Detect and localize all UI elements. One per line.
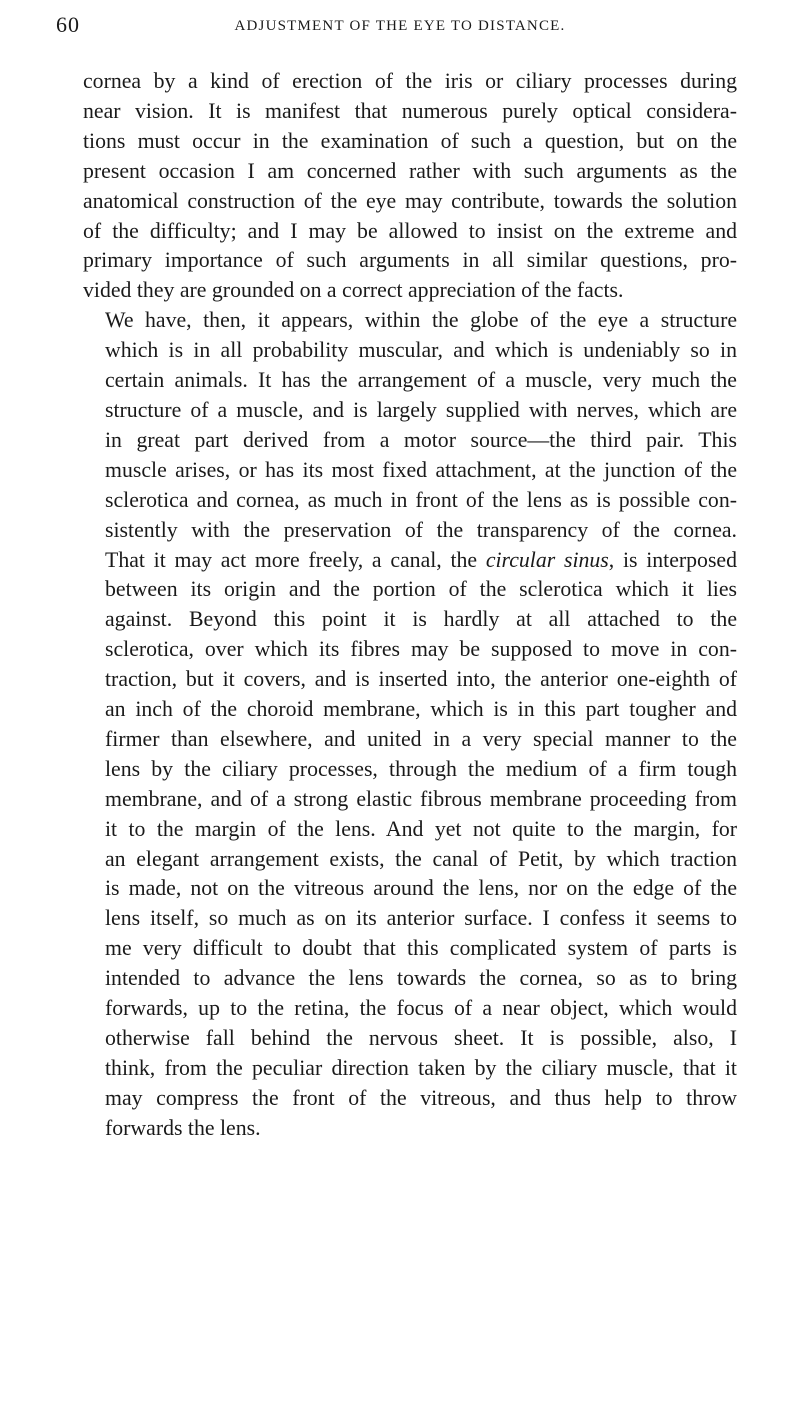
text-line: sclerotica, over which its fibres may be supposed to move in con- — [105, 637, 737, 662]
text-line: tions must occur in the examination of such a question, but on the — [83, 128, 737, 153]
paragraph-2 — [83, 306, 737, 1143]
text-line: traction, but it covers, and is inserted into, the anterior one-eighth of — [105, 667, 737, 692]
text-line: think, from the peculiar direction taken by the ciliary muscle, that it — [105, 1055, 737, 1080]
body-text — [83, 67, 737, 1144]
text-line: intended to advance the lens towards the cornea, so as to bring — [105, 966, 737, 991]
text-line: We have, then, it appears, within the globe of the eye a structure — [105, 308, 737, 333]
text-line: an elegant arrangement exists, the canal of Petit, by which traction — [105, 846, 737, 871]
text-line: otherwise fall behind the nervous sheet. It is possible, also, I — [105, 1026, 737, 1050]
text-line: which is in all probability muscular, and which is undeniably so in — [105, 338, 737, 363]
text-line: sclerotica and cornea, as much in front of the lens as is possible con- — [105, 487, 737, 512]
text-line: primary importance of such arguments in all similar questions, pro- — [83, 248, 737, 273]
text-line: forwards, up to the retina, the focus of a near object, which would — [105, 996, 737, 1021]
text-line: it to the margin of the lens. And yet not quite to the margin, for — [105, 816, 737, 841]
running-head: ADJUSTMENT OF THE EYE TO DISTANCE. — [234, 18, 566, 34]
text-line: between its origin and the portion of the sclerotica which it lies — [105, 577, 737, 602]
text-line: me very difficult to doubt that this complicated system of parts is — [105, 936, 737, 961]
text-line: an inch of the choroid membrane, which is in this part tougher and — [105, 697, 737, 722]
text-line: near vision. It is manifest that numerous purely optical considera- — [83, 98, 737, 123]
text-line: structure of a muscle, and is largely supplied with nerves, which are — [105, 397, 737, 422]
text-line: of the difficulty; and I may be allowed to insist on the extreme and — [83, 218, 737, 243]
text-line: sistently with the preservation of the transparency of the cornea. — [105, 517, 737, 542]
text-line: cornea by a kind of erection of the iris or ciliary processes during — [83, 69, 737, 93]
italic-term: circular sinus — [485, 547, 609, 572]
page-number: 60 — [56, 12, 80, 37]
text-line: vided they are grounded on a correct appreciation of the facts. — [83, 278, 624, 303]
text-line: forwards the lens. — [105, 1115, 261, 1140]
line-start: That it may act more freely, a canal, the — [105, 547, 486, 572]
text-line: may compress the front of the vitreous, and thus help to throw — [105, 1085, 737, 1110]
text-line: certain animals. It has the arrangement of a muscle, very much the — [105, 368, 737, 393]
text-line: lens by the ciliary processes, through the medium of a firm tough — [105, 756, 737, 781]
text-line: in great part derived from a motor source—the third pair. This — [105, 427, 737, 452]
line-end: , is interposed — [608, 547, 737, 572]
text-line: membrane, and of a strong elastic fibrous membrane proceeding from — [105, 786, 737, 811]
text-line: lens itself, so much as on its anterior surface. I confess it seems to — [105, 906, 737, 931]
text-line: muscle arises, or has its most fixed attachment, at the junction of the — [105, 457, 737, 482]
text-line: anatomical construction of the eye may contribute, towards the solution — [83, 188, 737, 213]
paragraph-1 — [83, 67, 737, 306]
text-line: firmer than elsewhere, and united in a very special manner to the — [105, 726, 737, 751]
text-line: present occasion I am concerned rather with such arguments as the — [83, 158, 737, 183]
text-line: is made, not on the vitreous around the lens, nor on the edge of the — [105, 876, 737, 901]
text-line: against. Beyond this point it is hardly at all attached to the — [105, 607, 737, 632]
text-line-with-italic — [83, 546, 737, 576]
